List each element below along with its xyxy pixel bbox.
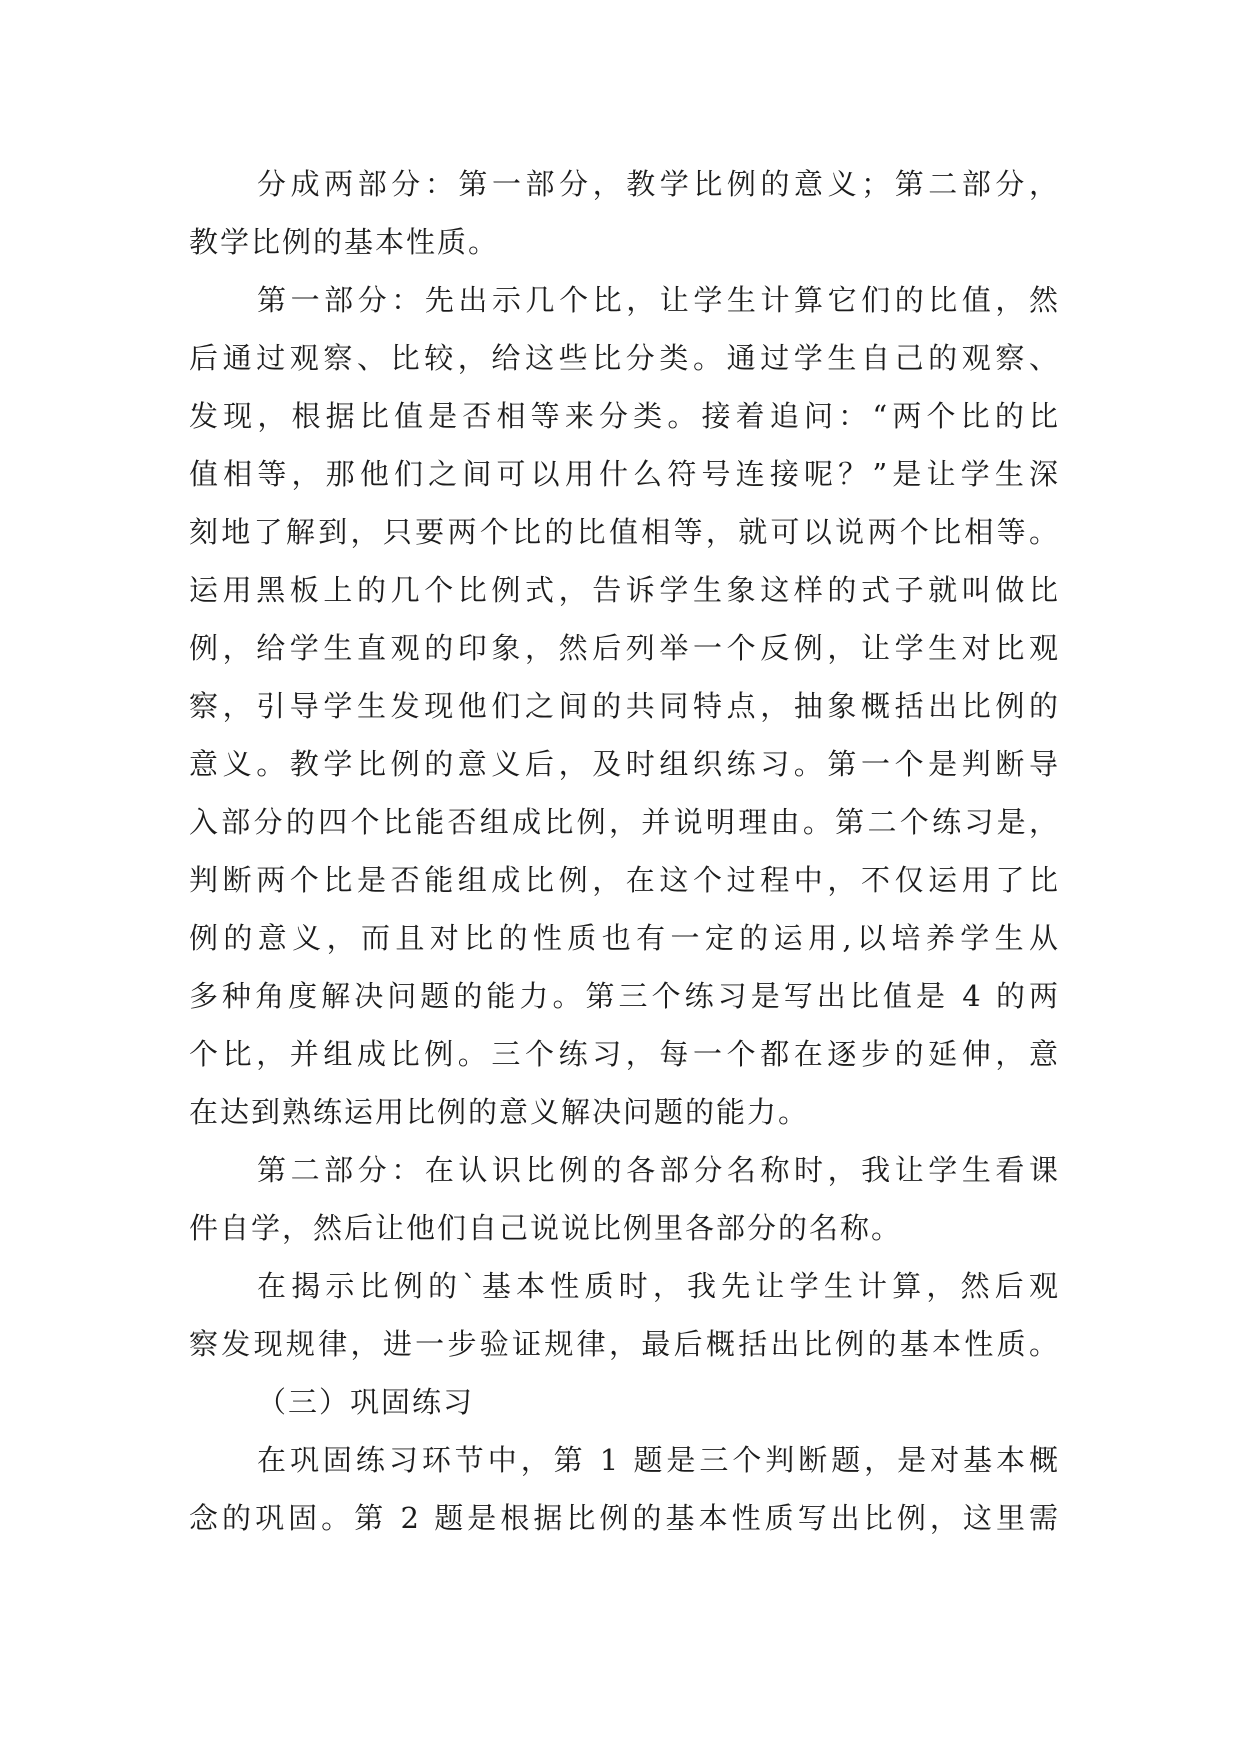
text-line: 教学比例的基本性质。 [189,225,500,259]
text-line: 运用黑板上的几个比例式，告诉学生象这样的式子就叫做比 [189,573,1060,607]
text-line: 入部分的四个比能否组成比例，并说明理由。第二个练习是， [189,805,1060,839]
text-line: 第二部分：在认识比例的各部分名称时，我让学生看课 [257,1153,1060,1187]
text-line: 个比，并组成比例。三个练习，每一个都在逐步的延伸，意 [189,1037,1060,1071]
text-line: 值相等，那他们之间可以用什么符号连接呢？”是让学生深 [189,457,1060,491]
text-line: 多种角度解决问题的能力。第三个练习是写出比值是 4 的两 [189,979,1060,1013]
text-line: 第一部分：先出示几个比，让学生计算它们的比值，然 [257,283,1060,317]
text-line: 判断两个比是否能组成比例，在这个过程中，不仅运用了比 [189,863,1060,897]
text-line: 意义。教学比例的意义后，及时组织练习。第一个是判断导 [189,747,1060,781]
text-line: 察发现规律，进一步验证规律，最后概括出比例的基本性质。 [189,1327,1060,1361]
text-line: 发现，根据比值是否相等来分类。接着追问：“两个比的比 [189,399,1060,433]
text-line: 件自学，然后让他们自己说说比例里各部分的名称。 [189,1211,903,1245]
text-line: 在达到熟练运用比例的意义解决问题的能力。 [189,1095,810,1129]
text-line: 例，给学生直观的印象，然后列举一个反例，让学生对比观 [189,631,1060,665]
text-line: 例的意义，而且对比的性质也有一定的运用,以培养学生从 [189,921,1060,955]
text-line: 在巩固练习环节中，第 1 题是三个判断题，是对基本概 [257,1443,1060,1477]
text-line: 刻地了解到，只要两个比的比值相等，就可以说两个比相等。 [189,515,1060,549]
text-line: 分成两部分：第一部分，教学比例的意义；第二部分， [257,167,1060,201]
text-line: 在揭示比例的`基本性质时，我先让学生计算，然后观 [257,1269,1060,1303]
text-line: 后通过观察、比较，给这些比分类。通过学生自己的观察、 [189,341,1060,375]
section-heading-text: （三）巩固练习 [257,1385,475,1419]
text-line: 察，引导学生发现他们之间的共同特点，抽象概括出比例的 [189,689,1060,723]
text-line: 念的巩固。第 2 题是根据比例的基本性质写出比例，这里需 [189,1501,1060,1535]
